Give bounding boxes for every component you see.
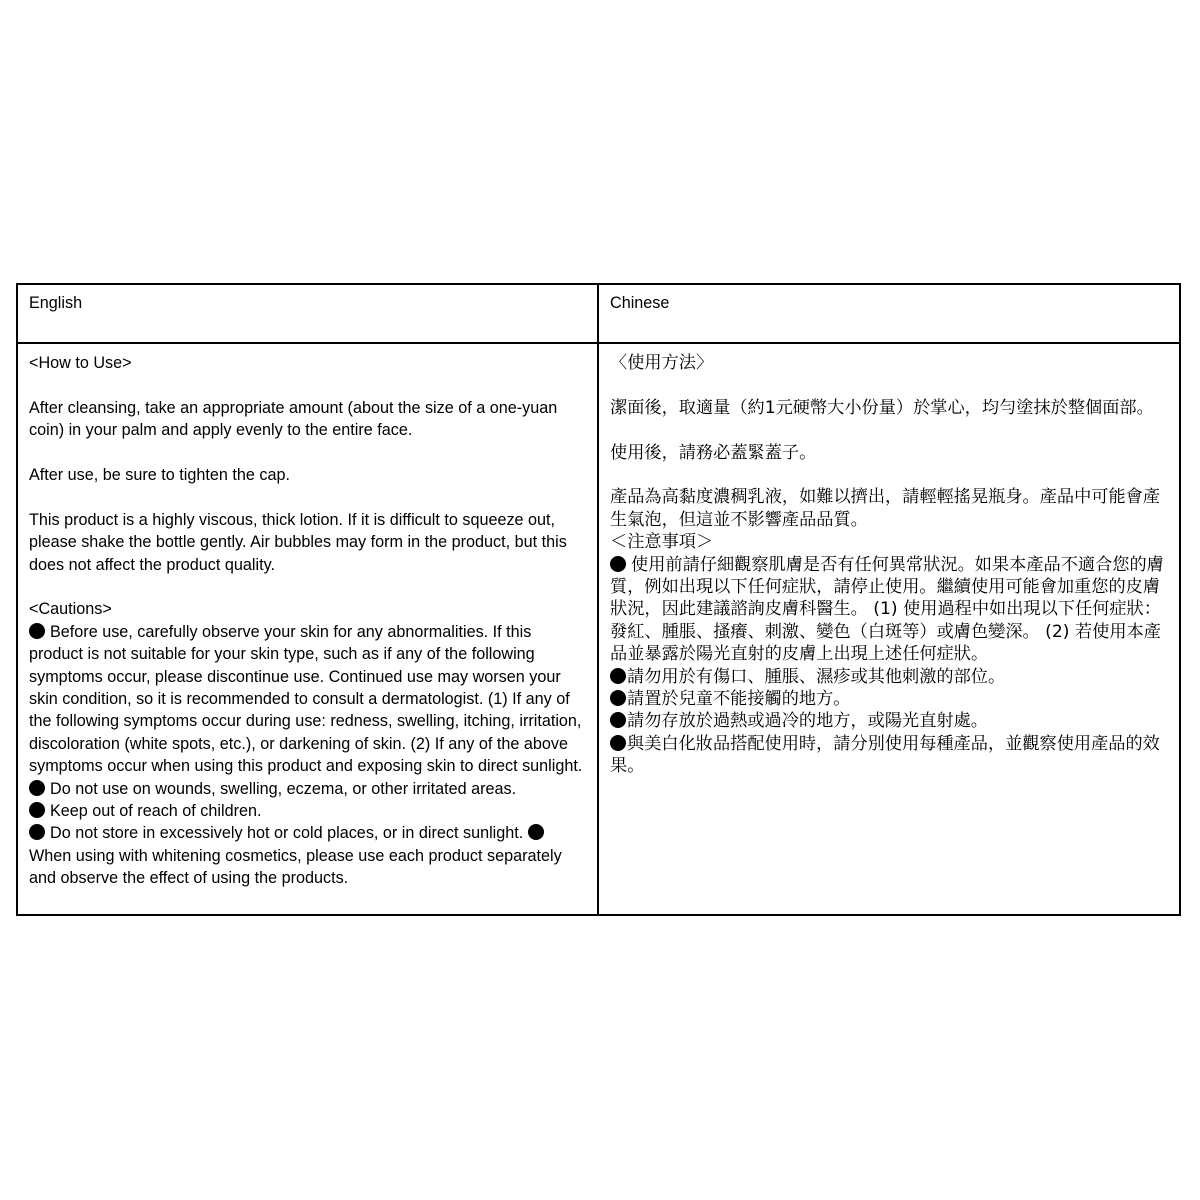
english-caution-4b-text: When using with whitening cosmetics, please use each product separately and observe the effect of using the products.: [29, 846, 567, 888]
header-cell-english: [17, 284, 598, 343]
chinese-how-to-use-heading: 〈使用方法〉: [610, 353, 714, 373]
english-caution-4: [29, 822, 587, 889]
bullet-icon: [528, 824, 544, 840]
bullet-icon: [29, 802, 45, 818]
bullet-icon: [610, 735, 626, 751]
english-content-cell: [17, 343, 598, 915]
chinese-instruction-2: 使用後，請務必蓋緊蓋子。: [610, 442, 817, 463]
chinese-caution-2-text: 請勿用於有傷口、腫脹、濕疹或其他刺激的部位。: [627, 666, 1006, 687]
chinese-instruction-3: 產品為高黏度濃稠乳液，如難以擠出，請輕輕搖晃瓶身。產品中可能會產生氣泡，但這並不影響產品品質。: [610, 487, 1161, 530]
english-caution-2: [29, 778, 587, 800]
chinese-content-cell: [598, 343, 1180, 915]
chinese-caution-4: [610, 710, 1169, 732]
english-caution-4a-text: Do not store in excessively hot or cold places, or in direct sunlight.: [50, 824, 524, 843]
chinese-caution-4-text: 請勿存放於過熱或過冷的地方，或陽光直射處。: [627, 711, 988, 732]
chinese-caution-2: [610, 666, 1169, 688]
english-caution-3-text: Keep out of reach of children.: [50, 802, 262, 821]
chinese-caution-3: [610, 688, 1169, 710]
chinese-caution-5-text: 與美白化妝品搭配使用時，請分別使用每種產品，並觀察使用產品的效果。: [610, 733, 1160, 777]
english-instruction-2: After use, be sure to tighten the cap.: [29, 466, 290, 484]
english-caution-2-text: Do not use on wounds, swelling, eczema, or other irritated areas.: [50, 779, 517, 798]
header-chinese: Chinese: [610, 294, 670, 312]
english-how-to-use-heading: <How to Use>: [29, 354, 132, 372]
bullet-icon: [610, 556, 626, 572]
chinese-cautions-heading: ＜注意事項＞: [610, 532, 714, 553]
table-header-row: [17, 284, 1180, 343]
chinese-instruction-1: 潔面後，取適量（約1元硬幣大小份量）於掌心，均勻塗抹於整個面部。: [610, 397, 1154, 418]
english-caution-1: [29, 621, 587, 778]
chinese-caution-1: [610, 554, 1169, 666]
chinese-caution-3-text: 請置於兒童不能接觸的地方。: [627, 689, 851, 710]
english-caution-1-text: Before use, carefully observe your skin for any abnormalities. If this product is not suitable for your skin type, such as if any of the following symptoms occur, please discontinue use. Continued use may worsen your skin condition, so it is recommended to consult a dermatologist. (1) If any of the following symptoms occur during use: redness, swelling, itching, irritation, discoloration (white spots, etc.), or darkening of skin. (2) If any of the above symptoms occur when using this product and exposing skin to direct sunlight.: [29, 622, 586, 776]
english-cautions-heading: <Cautions>: [29, 600, 112, 619]
chinese-caution-5: [610, 733, 1169, 778]
bullet-icon: [610, 668, 626, 684]
bullet-icon: [610, 712, 626, 728]
english-caution-3: [29, 800, 587, 822]
header-cell-chinese: [598, 284, 1180, 343]
bilingual-instructions-table: [16, 283, 1181, 916]
bullet-icon: [610, 690, 626, 706]
chinese-caution-1-text: 使用前請仔細觀察肌膚是否有任何異常狀況。如果本產品不適合您的膚質，例如出現以下任何症狀，請停止使用。繼續使用可能會加重您的皮膚狀況，因此建議諮詢皮膚科醫生。 (1) 使用過程中如出現以下任何症狀：發紅、腫脹、搔癢、刺激、變色（白斑等）或膚色變深。 (2) 若使用本產品並暴露於陽光直射的皮膚上出現上述任何症狀。: [610, 554, 1164, 665]
bullet-icon: [29, 824, 45, 840]
english-instruction-1: After cleansing, take an appropriate amount (about the size of a one-yuan coin) in your palm and apply evenly to the entire face.: [29, 398, 562, 440]
bullet-icon: [29, 780, 45, 796]
english-instruction-3: This product is a highly viscous, thick lotion. If it is difficult to squeeze out, please shake the bottle gently. Air bubbles may form in the product, but this does not affect the product quality.: [29, 510, 572, 574]
bullet-icon: [29, 623, 45, 639]
table-content-row: [17, 343, 1180, 915]
header-english: English: [29, 294, 83, 312]
